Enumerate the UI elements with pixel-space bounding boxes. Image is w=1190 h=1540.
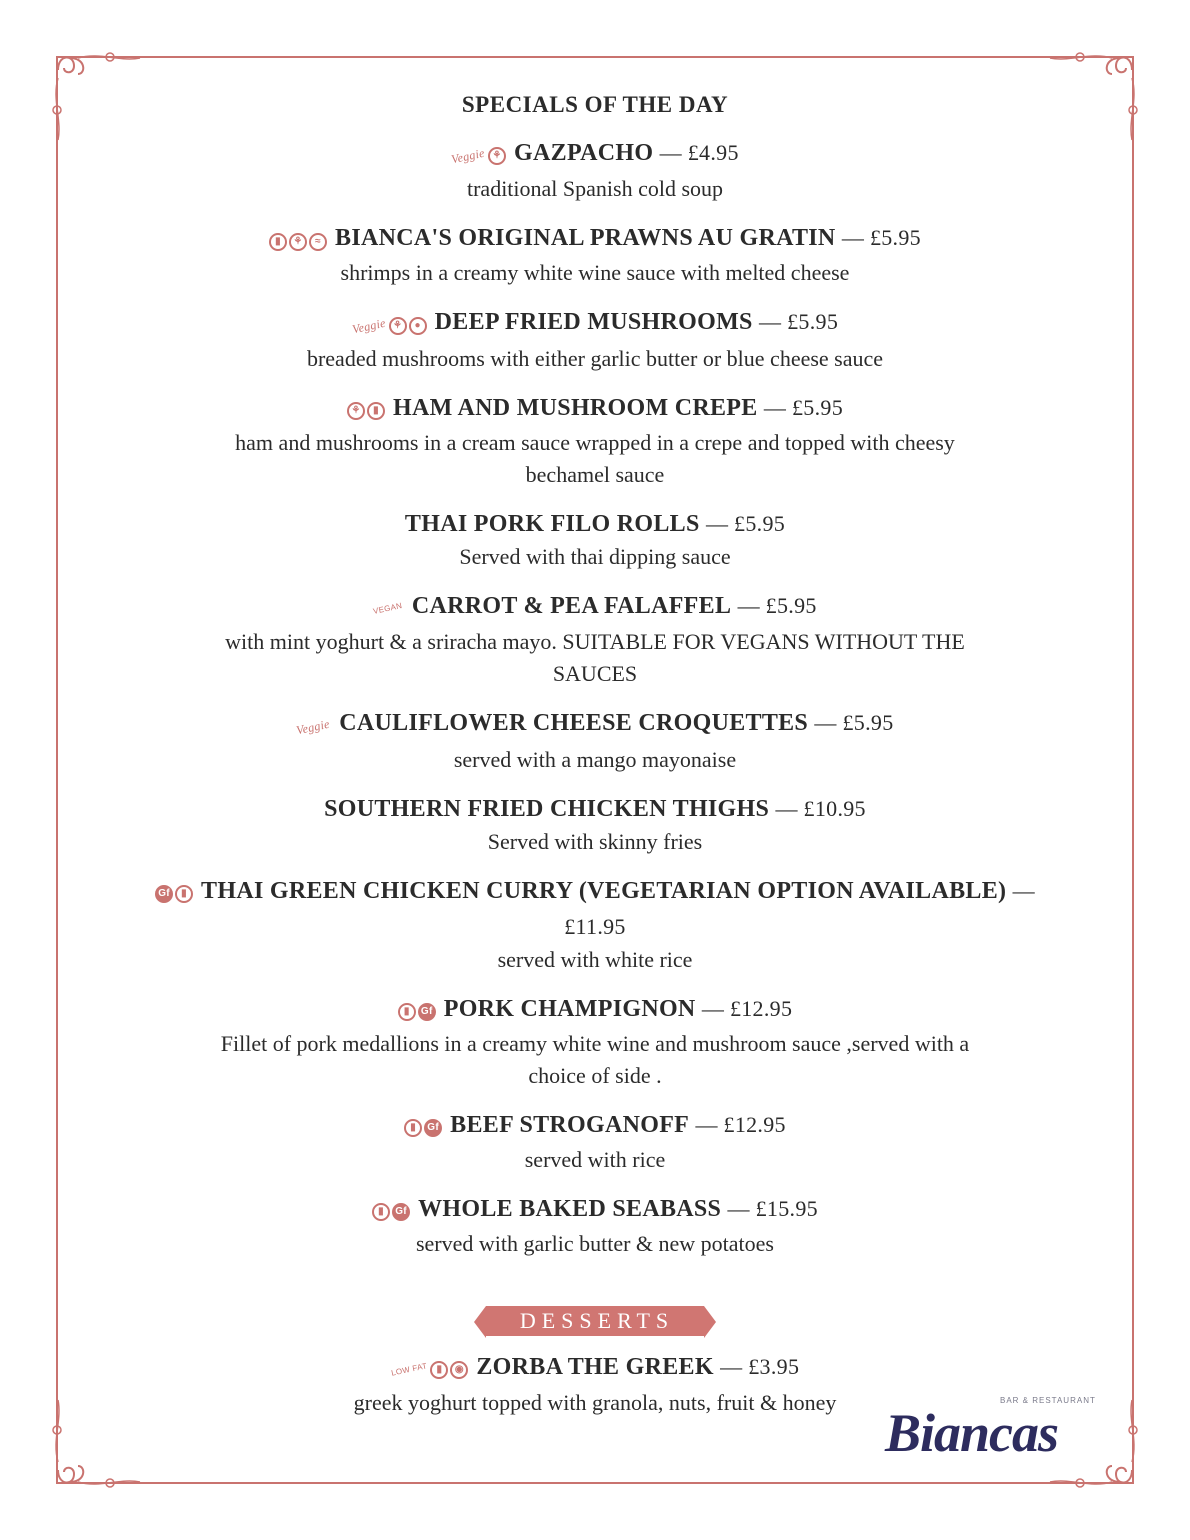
corner-flourish-top-right [1040, 40, 1150, 150]
menu-item [150, 1192, 1040, 1260]
dietary-icons [155, 876, 195, 910]
wheat-icon: ⚘ [488, 147, 506, 165]
menu-item-name: WHOLE BAKED SEABASS [418, 1195, 722, 1222]
corner-flourish-bottom-left [40, 1390, 150, 1500]
menu-item-name: PORK CHAMPIGNON [443, 995, 696, 1022]
menu-item-name: GAZPACHO [514, 140, 654, 166]
menu-item-description: choice of side . [528, 1062, 662, 1088]
menu-item-description: greek yoghurt topped with granola, nuts, fruit & honey [353, 1390, 837, 1416]
menu-item-title [150, 221, 1040, 257]
gluten-free-icon: Gf [424, 1119, 442, 1137]
menu-item-name: THAI PORK FILO ROLLS [404, 510, 700, 537]
dietary-icons [347, 393, 387, 427]
logo-subtitle: BAR & RESTAURANT [1000, 1396, 1096, 1405]
menu-item-description: breaded mushrooms with either garlic butter or blue cheese sauce [306, 345, 884, 371]
dietary-icons [373, 591, 406, 626]
low-fat-tag: LOW FAT [390, 1361, 428, 1379]
menu-content [150, 92, 1040, 1435]
veggie-tag: Veggie [350, 315, 387, 337]
menu-item-name: THAI GREEN CHICKEN CURRY (VEGETARIAN OPTION AVAILABLE) [201, 877, 1007, 904]
milk-icon: ▮ [269, 233, 287, 251]
menu-item-title [150, 391, 1040, 427]
menu-item-title [150, 136, 1040, 173]
menu-item-title [150, 706, 1040, 743]
egg-icon: ● [409, 317, 427, 335]
milk-icon: ▮ [430, 1361, 448, 1379]
vegan-tag: VEGAN [372, 601, 404, 617]
dietary-icons [398, 994, 438, 1028]
menu-item-name: BEEF STROGANOFF [450, 1111, 690, 1138]
milk-icon: ▮ [367, 402, 385, 420]
menu-item-description: Fillet of pork medallions in a creamy white wine and mushroom sauce ,served with a [220, 1030, 970, 1056]
desserts-banner: DESSERTS [486, 1306, 704, 1336]
menu-item [150, 706, 1040, 775]
milk-icon: ▮ [372, 1203, 390, 1221]
menu-item [150, 221, 1040, 289]
dietary-icons [404, 1110, 444, 1144]
menu-item-description: shrimps in a creamy white wine sauce with melted cheese [340, 260, 850, 286]
menu-item-name: BIANCA'S ORIGINAL PRAWNS AU GRATIN [335, 225, 836, 252]
menu-item-description: served with rice [524, 1146, 666, 1172]
menu-item-title [150, 1350, 1040, 1387]
menu-item-title [150, 507, 1040, 541]
menu-item-price: — £5.95 [841, 225, 921, 251]
menu-item-title [150, 1192, 1040, 1228]
veggie-tag: Veggie [295, 716, 332, 738]
menu-item-price: — £11.95 [564, 877, 1035, 939]
veggie-tag: Veggie [450, 146, 487, 167]
milk-icon: ▮ [404, 1119, 422, 1137]
menu-item [150, 305, 1040, 374]
menu-item-name: DEEP FRIED MUSHROOMS [434, 309, 753, 336]
milk-icon: ▮ [398, 1003, 416, 1021]
menu-item-name: ZORBA THE GREEK [476, 1353, 714, 1380]
crustacean-icon: ≈ [309, 233, 327, 251]
specials-list [150, 136, 1040, 1260]
nut-icon: ◉ [450, 1361, 468, 1379]
menu-item-price: — £15.95 [727, 1195, 818, 1221]
menu-item-description: traditional Spanish cold soup [466, 176, 724, 202]
biancas-logo [885, 1396, 1110, 1466]
menu-item-name: CARROT & PEA FALAFFEL [411, 592, 732, 619]
dietary-icons [451, 138, 508, 173]
dietary-icons [391, 1352, 471, 1387]
menu-item [150, 507, 1040, 573]
menu-item-title [150, 305, 1040, 342]
menu-item-description: SAUCES [552, 661, 638, 687]
menu-item-price: — £12.95 [695, 1111, 786, 1137]
menu-item-title [150, 1108, 1040, 1144]
menu-item [150, 874, 1040, 976]
milk-icon: ▮ [175, 885, 193, 903]
menu-item [150, 589, 1040, 690]
menu-item [150, 1108, 1040, 1176]
menu-item-price: — £5.95 [737, 592, 817, 618]
dietary-icons [352, 307, 429, 342]
menu-item-name: HAM AND MUSHROOM CREPE [392, 394, 758, 421]
menu-item [150, 391, 1040, 491]
menu-item-price: — £3.95 [720, 1353, 800, 1379]
wheat-icon: ⚘ [347, 402, 365, 420]
menu-item-description: served with a mango mayonaise [453, 746, 737, 772]
menu-item-description: served with white rice [497, 946, 693, 972]
menu-item-price: — £12.95 [701, 995, 793, 1021]
menu-item-price: — £4.95 [659, 140, 739, 165]
menu-item-description: with mint yoghurt & a sriracha mayo. SUITABLE FOR VEGANS WITHOUT THE [225, 629, 965, 655]
dietary-icons [269, 223, 329, 257]
menu-item-price: — £5.95 [814, 710, 894, 736]
dietary-icons [372, 1194, 412, 1228]
menu-item-description: served with garlic butter & new potatoes [415, 1230, 774, 1256]
menu-item [150, 792, 1040, 858]
specials-heading: SPECIALS OF THE DAY [461, 92, 729, 117]
gluten-free-icon: Gf [392, 1203, 410, 1221]
menu-item-price: — £5.95 [763, 394, 843, 420]
menu-item-title [150, 992, 1040, 1028]
wheat-icon: ⚘ [289, 233, 307, 251]
menu-item-price: — £5.95 [759, 309, 839, 335]
logo-name: Biancas [885, 1403, 1059, 1463]
dietary-icons [296, 708, 333, 743]
corner-flourish-top-left [40, 40, 150, 150]
menu-item-description: Served with thai dipping sauce [459, 543, 731, 569]
menu-item-description: Served with skinny fries [487, 828, 703, 854]
menu-item-price: — £5.95 [705, 510, 786, 536]
menu-item-description: ham and mushrooms in a cream sauce wrapped in a crepe and topped with cheesy [235, 429, 955, 455]
gluten-free-icon: Gf [418, 1003, 436, 1021]
gluten-free-icon: Gf [155, 885, 173, 903]
menu-item-description: bechamel sauce [525, 461, 665, 487]
menu-item [150, 136, 1040, 205]
wheat-icon: ⚘ [389, 317, 407, 335]
menu-item-name: CAULIFLOWER CHEESE CROQUETTES [339, 710, 809, 737]
desserts-section-header [150, 1306, 1040, 1336]
menu-item-title [150, 589, 1040, 626]
menu-item-name: SOUTHERN FRIED CHICKEN THIGHS [324, 795, 770, 822]
menu-item-title [150, 874, 1040, 944]
menu-item-title [150, 792, 1040, 826]
menu-item-price: — £10.95 [775, 795, 866, 821]
menu-item [150, 992, 1040, 1092]
